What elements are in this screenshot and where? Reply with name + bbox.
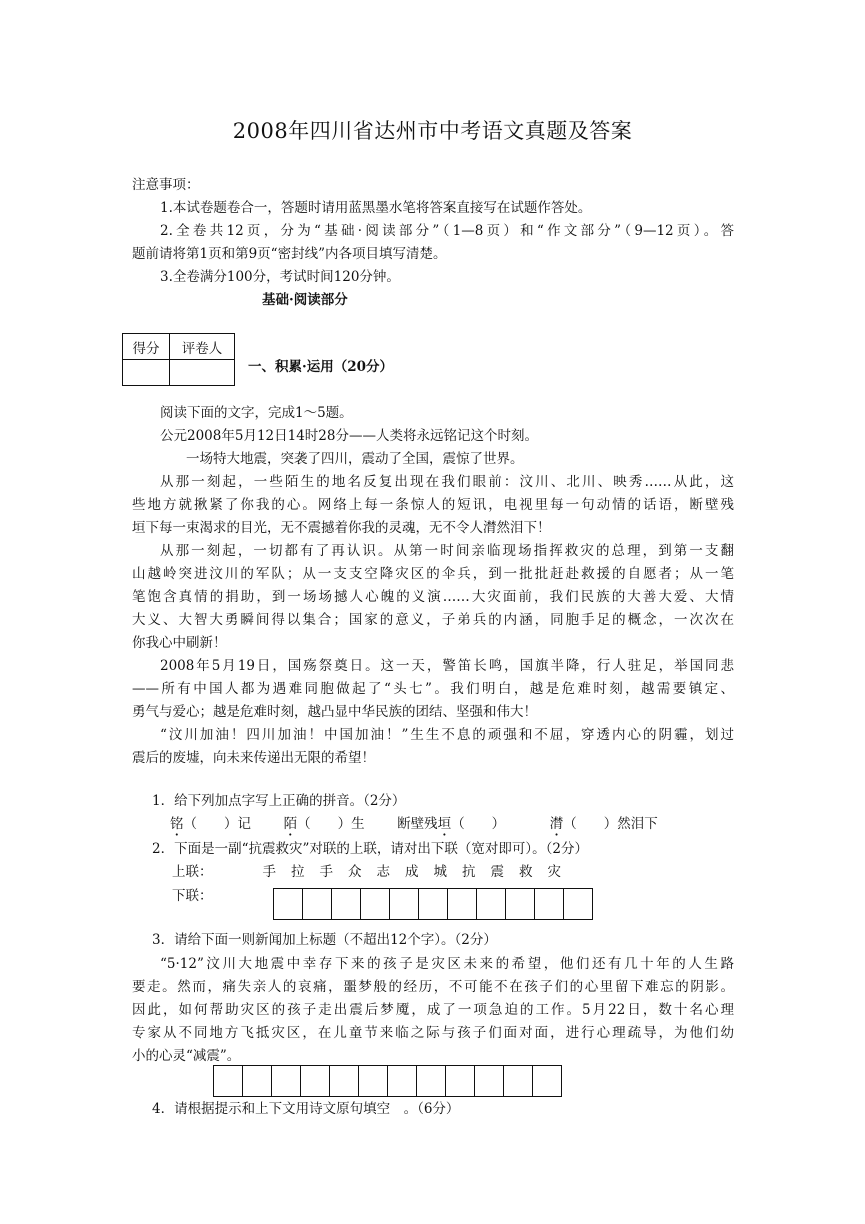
question-1-prompt: 1．给下列加点字写上正确的拼音。（2分） [152, 793, 406, 809]
passage-line: 从那一刻起，一些陌生的地名反复出现在我们眼前：汶川、北川、映秀……从此，这 [160, 474, 734, 490]
notice-item-2-line-1: 2.全卷共12页，分为“基础·阅读部分”（1—8页）和“作文部分”（9—12页）。答 [160, 223, 734, 239]
notice-item-1: 1.本试卷题卷合一，答题时请用蓝黑墨水笔将答案直接写在试题作答处。 [160, 200, 592, 216]
news-line: 小的心灵“减震”。 [132, 1048, 241, 1064]
couplet-char: 城 [433, 864, 447, 880]
pinyin-blank[interactable]: （ ） [451, 816, 506, 832]
passage-line: 阅读下面的文字，完成1～5题。 [160, 405, 353, 421]
question-4-prompt: 4．请根据提示和上下文用诗文原句填空 。（6分） [152, 1101, 460, 1117]
couplet-char: 众 [348, 864, 362, 880]
lower-couplet-label: 下联： [172, 888, 213, 904]
question-2-prompt: 2．下面是一副“抗震救灾”对联的上联，请对出下联（宽对即可）。（2分） [152, 841, 588, 857]
passage-line: 2008年5月19日，国殇祭奠日。这一天，警笛长鸣，国旗半降，行人驻足，举国同悲 [160, 658, 734, 674]
part-title: 基础·阅读部分 [262, 292, 348, 308]
news-line: 专家从不同地方飞抵灾区，在儿童节来临之际与孩子们面对面，进行心理疏导，为他们幼 [132, 1025, 734, 1041]
passage-line: 你我心中刷新！ [132, 635, 227, 651]
couplet-char: 救 [519, 864, 533, 880]
notice-heading: 注意事项： [132, 177, 200, 193]
news-line: 因此，如何帮助灾区的孩子走出震后梦魇，成了一项急迫的工作。5月22日，数十名心理 [132, 1002, 734, 1018]
passage-line: 震后的废墟，向未来传递出无限的希望！ [132, 750, 375, 766]
question-3-prompt: 3．请给下面一则新闻加上标题（不超出12个字）。（2分） [152, 932, 497, 948]
dotted-char: 垣 [437, 816, 452, 832]
grader-header: 评卷人 [170, 334, 235, 360]
news-line: 要走。然而，痛失亲人的哀痛，噩梦般的经历，不可能不在孩子们的心里留下难忘的阴影。 [132, 979, 734, 995]
notice-item-3: 3.全卷满分100分，考试时间120分钟。 [160, 269, 400, 285]
couplet-char: 成 [405, 864, 419, 880]
pinyin-blank[interactable]: （ ）生 [297, 816, 365, 832]
passage-line: ——所有中国人都为遇难同胞做起了“头七”。我们明白，越是危难时刻，越需要镇定、 [132, 681, 734, 697]
passage-line: 勇气与爱心；越是危难时刻，越凸显中华民族的团结、坚强和伟大！ [132, 704, 537, 720]
lower-couplet-answer-grid[interactable] [273, 888, 593, 920]
phrase-prefix: 断壁残 [397, 816, 438, 832]
couplet-char: 灾 [547, 864, 561, 880]
document-title: 2008年四川省达州市中考语文真题及答案 [232, 119, 633, 143]
couplet-char: 抗 [462, 864, 476, 880]
notice-item-2-line-2: 题前请将第1页和第9页“密封线”内各项目填写清楚。 [132, 246, 447, 262]
news-line: “5·12”汶川大地震中幸存下来的孩子是灾区未来的希望，他们还有几十年的人生路 [160, 956, 734, 972]
couplet-char: 手 [262, 864, 276, 880]
passage-line: 一场特大地震，突袭了四川，震动了全国，震惊了世界。 [186, 451, 524, 467]
couplet-char: 震 [490, 864, 504, 880]
headline-answer-grid[interactable] [213, 1065, 562, 1097]
pinyin-blank[interactable]: （ ）然泪下 [563, 816, 658, 832]
question-1-items [170, 813, 658, 837]
passage-line: 公元2008年5月12日14时28分——人类将永远铭记这个时刻。 [160, 428, 538, 444]
passage-line: 垣下每一束渴求的目光，无不震撼着你我的灵魂，无不令人潸然泪下！ [132, 520, 551, 536]
grader-cell[interactable] [170, 360, 235, 386]
passage-line: 大义、大智大勇瞬间得以集合；国家的意义，子弟兵的内涵，同胞手足的概念，一次次在 [132, 612, 734, 628]
couplet-char: 拉 [291, 864, 305, 880]
pinyin-blank[interactable]: （ ）记 [183, 816, 251, 832]
score-table [122, 333, 235, 386]
score-header: 得分 [123, 334, 170, 360]
couplet-char: 手 [319, 864, 333, 880]
dotted-char: 陌 [283, 816, 298, 832]
passage-line: 山越岭突进汶川的军队；从一支支空降灾区的伞兵，到一批批赶赴救援的自愿者；从一笔 [132, 566, 734, 582]
section-title: 一、积累·运用（20分） [248, 359, 393, 375]
dotted-char: 潸 [549, 816, 564, 832]
passage-line: “汶川加油！四川加油！中国加油！”生生不息的顽强和不屈，穿透内心的阴霾，划过 [160, 727, 734, 743]
passage-line: 从那一刻起，一切都有了再认识。从第一时间亲临现场指挥救灾的总理，到第一支翻 [160, 543, 734, 559]
dotted-char: 铭 [170, 816, 184, 832]
passage-line: 笔饱含真情的捐助，到一场场撼人心魄的义演……大灾面前，我们民族的大善大爱、大情 [132, 589, 734, 605]
upper-couplet-label: 上联： [172, 864, 213, 880]
upper-couplet [255, 861, 569, 885]
couplet-char: 志 [376, 864, 390, 880]
passage-line: 些地方就揪紧了你我的心。网络上每一条惊人的短讯，电视里每一句动情的话语，断壁残 [132, 497, 734, 513]
score-cell[interactable] [123, 360, 170, 386]
